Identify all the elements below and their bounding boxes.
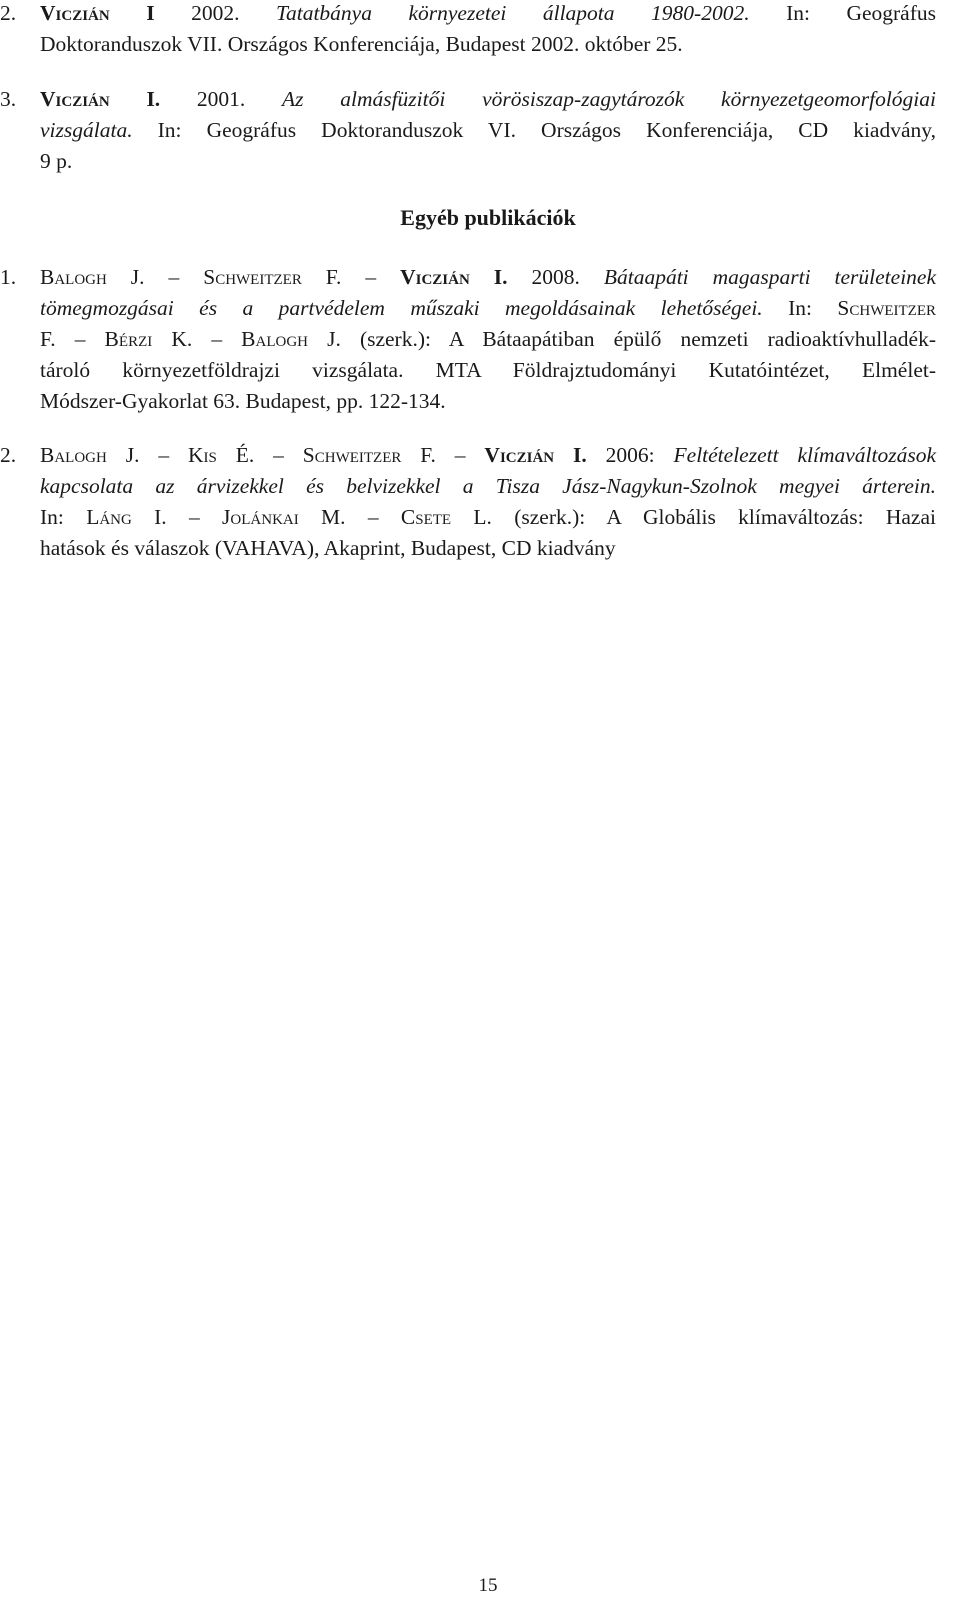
- reference-text: vizsgálata.: [40, 118, 133, 142]
- reference-text: B: [40, 443, 55, 467]
- reference-line: [0, 262, 937, 293]
- reference-text: kapcsolata az árvizekkel és belvizekkel a Tisza Jász-Nagykun-Szolnok megyei árterein.: [40, 474, 936, 498]
- reference-text: áng: [99, 505, 132, 529]
- reference-text: chweitzer: [314, 443, 402, 467]
- reference-text: tároló környezetföldrajzi vizsgálata. MTA Földrajztudományi Kutatóintézet, Elmélet-: [40, 358, 936, 382]
- reference-text: In: Geográfus Doktoranduszok VI. Országos Konferenciája, CD kiadvány,: [132, 118, 936, 142]
- reference-text: B: [40, 265, 55, 289]
- reference-entry: [0, 262, 937, 417]
- reference-line: [40, 146, 936, 177]
- reference-text: chweitzer: [215, 265, 302, 289]
- section-heading: Egyéb publikációk: [400, 205, 576, 230]
- reference-entry: [0, 440, 936, 564]
- reference-line: [40, 324, 936, 355]
- reference-text: J. (szerk.): A Bátaapátiban épülő nemzeti radioaktívhulladék-: [308, 327, 937, 351]
- reference-text: alogh: [54, 443, 107, 467]
- reference-text: iczián: [499, 443, 555, 467]
- reference-text: I.: [109, 87, 161, 111]
- reference-text: chweitzer: [849, 296, 937, 320]
- page-number: 15: [478, 1575, 498, 1596]
- reference-entry: [0, 84, 936, 177]
- reference-text: 9 p.: [40, 149, 73, 173]
- reference-text: alogh: [54, 265, 107, 289]
- reference-number: 2.: [0, 443, 17, 467]
- reference-text: J. – S: [106, 265, 216, 289]
- reference-line: [40, 502, 936, 533]
- reference-text: In: L: [40, 505, 100, 529]
- reference-text: M. – C: [298, 505, 416, 529]
- reference-text: Tatatbánya környezetei állapota 1980-2002.: [275, 1, 750, 25]
- reference-text: iczián: [55, 1, 110, 25]
- reference-text: V: [400, 265, 416, 289]
- reference-line: [40, 115, 936, 146]
- reference-text: In: S: [762, 296, 850, 320]
- reference-text: iczián: [55, 87, 110, 111]
- reference-text: Doktoranduszok VII. Országos Konferenciája, Budapest 2002. október 25.: [40, 32, 683, 56]
- reference-number: 1.: [0, 265, 17, 289]
- reference-line: [40, 355, 936, 386]
- reference-text: olánkai: [230, 505, 299, 529]
- reference-line: [0, 440, 936, 471]
- reference-text: tömegmozgásai és a partvédelem műszaki megoldásainak lehetőségei.: [40, 296, 763, 320]
- reference-text: 2001.: [160, 87, 282, 111]
- reference-text: alogh: [255, 327, 309, 351]
- reference-text: V: [40, 87, 56, 111]
- reference-text: is: [203, 443, 217, 467]
- reference-text: iczián: [415, 265, 470, 289]
- reference-text: K. – B: [152, 327, 256, 351]
- reference-text: sete: [415, 505, 452, 529]
- reference-line: [40, 293, 936, 324]
- reference-text: J. – K: [106, 443, 204, 467]
- reference-text: Bátaapáti magasparti területeinek: [603, 265, 937, 289]
- reference-text: In: Geográfus: [749, 1, 936, 25]
- reference-text: érzi: [118, 327, 153, 351]
- reference-text: 2002.: [154, 1, 276, 25]
- reference-text: Az almásfüzitői vörösiszap-zagytározók környezetgeomorfológiai: [282, 87, 936, 111]
- reference-text: Feltételezett klímaváltozások: [673, 443, 936, 467]
- reference-text: V: [40, 1, 56, 25]
- reference-text: É. – S: [216, 443, 315, 467]
- reference-line: [40, 29, 936, 60]
- reference-line: [0, 0, 936, 29]
- reference-text: L. (szerk.): A Globális klímaváltozás: Hazai: [451, 505, 936, 529]
- reference-text: I: [109, 1, 155, 25]
- reference-entry: [0, 0, 936, 60]
- reference-line: [40, 533, 936, 564]
- reference-text: 2008.: [507, 265, 604, 289]
- reference-text: I.: [554, 443, 587, 467]
- reference-text: 2006:: [586, 443, 674, 467]
- reference-text: I. – J: [131, 505, 231, 529]
- reference-number: 2.: [0, 1, 17, 25]
- reference-text: F. –: [401, 443, 485, 467]
- reference-line: [40, 471, 936, 502]
- reference-text: F. – B: [40, 327, 119, 351]
- reference-text: V: [484, 443, 500, 467]
- reference-line: [0, 84, 936, 115]
- reference-text: Módszer-Gyakorlat 63. Budapest, pp. 122-134.: [40, 389, 446, 413]
- reference-text: hatások és válaszok (VAHAVA), Akaprint, Budapest, CD kiadvány: [40, 536, 616, 560]
- reference-text: I.: [469, 265, 508, 289]
- reference-number: 3.: [0, 87, 17, 111]
- reference-line: [40, 386, 936, 417]
- reference-text: F. –: [301, 265, 401, 289]
